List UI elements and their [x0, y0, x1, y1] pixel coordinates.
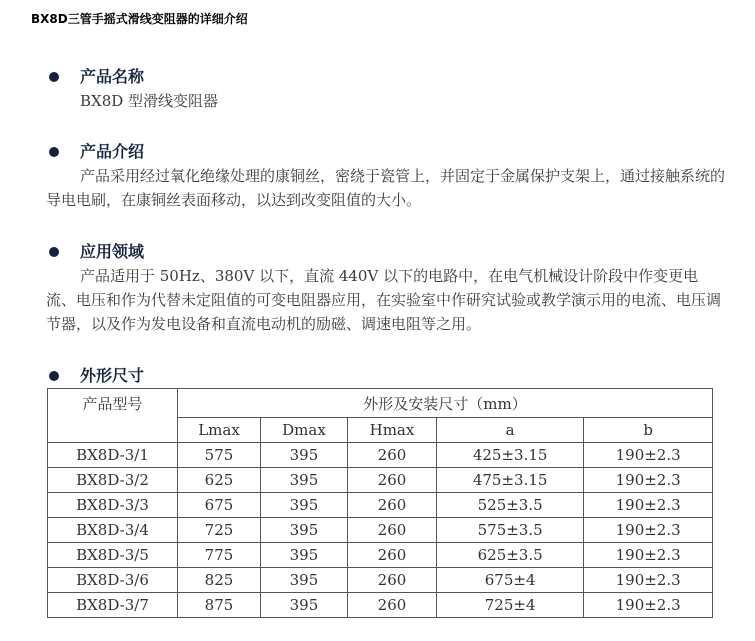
bullet-icon — [49, 72, 59, 82]
table-cell: 425±3.15 — [437, 443, 584, 468]
table-row — [48, 543, 713, 568]
bullet-icon — [49, 247, 59, 257]
table-cell: 875 — [178, 593, 261, 618]
table-cell: 260 — [347, 518, 436, 543]
bullet-icon — [49, 147, 59, 157]
table-cell: 725±4 — [437, 593, 584, 618]
product-name-text: BX8D 型滑线变阻器 — [80, 92, 219, 110]
table-cell: 395 — [260, 593, 347, 618]
table-cell: 675 — [178, 493, 261, 518]
table-row — [48, 593, 713, 618]
table-cell: 475±3.15 — [437, 468, 584, 493]
column-header: a — [437, 418, 584, 443]
table-cell: 625 — [178, 468, 261, 493]
column-header: Hmax — [347, 418, 436, 443]
section-title: 外形尺寸 — [80, 366, 145, 385]
table-cell: 395 — [260, 518, 347, 543]
table-cell: 825 — [178, 568, 261, 593]
table-cell: 575±3.5 — [437, 518, 584, 543]
table-cell: 260 — [347, 493, 436, 518]
section-body — [46, 89, 726, 113]
table-cell: 775 — [178, 543, 261, 568]
table-cell: 190±2.3 — [584, 568, 713, 593]
page-title: BX8D三管手摇式滑线变阻器的详细介绍 — [31, 12, 248, 26]
group-header: 外形及安装尺寸（mm） — [178, 389, 713, 418]
model-cell: BX8D-3/7 — [48, 593, 178, 618]
model-cell: BX8D-3/3 — [48, 493, 178, 518]
table-cell: 260 — [347, 543, 436, 568]
table-cell: 675±4 — [437, 568, 584, 593]
table-cell: 725 — [178, 518, 261, 543]
table-cell: 395 — [260, 493, 347, 518]
section-title: 应用领域 — [80, 242, 145, 261]
table-row — [48, 443, 713, 468]
table-cell: 575 — [178, 443, 261, 468]
table-row — [48, 518, 713, 543]
bullet-icon — [49, 371, 59, 381]
table-row — [48, 468, 713, 493]
usage-text: 产品适用于 50Hz、380V 以下，直流 440V 以下的电路中，在电气机械设计阶段中作变更电流、电压和作为代替未定阻值的可变电阻器应用，在实验室中作研究试验或教学演示用的电流、电压调节器，以及作为发电设备和直流电动机的励磁、调速电阻等之用。 — [46, 267, 722, 333]
model-cell: BX8D-3/5 — [48, 543, 178, 568]
table-cell: 260 — [347, 593, 436, 618]
table-cell: 190±2.3 — [584, 443, 713, 468]
table-cell: 190±2.3 — [584, 593, 713, 618]
section-body — [46, 264, 726, 336]
section-dimensions — [46, 366, 726, 388]
dimensions-table — [47, 388, 713, 618]
column-header: b — [584, 418, 713, 443]
section-product-name — [46, 67, 726, 113]
table-cell: 190±2.3 — [584, 518, 713, 543]
table-cell: 625±3.5 — [437, 543, 584, 568]
table-cell: 395 — [260, 443, 347, 468]
section-body — [46, 164, 726, 212]
table-cell: 395 — [260, 543, 347, 568]
column-header: Lmax — [178, 418, 261, 443]
table-cell: 395 — [260, 468, 347, 493]
section-application — [46, 242, 726, 336]
model-cell: BX8D-3/6 — [48, 568, 178, 593]
table-cell: 190±2.3 — [584, 493, 713, 518]
section-product-intro — [46, 142, 726, 212]
table-cell: 190±2.3 — [584, 543, 713, 568]
model-cell: BX8D-3/1 — [48, 443, 178, 468]
table-cell: 190±2.3 — [584, 468, 713, 493]
model-cell: BX8D-3/2 — [48, 468, 178, 493]
model-header: 产品型号 — [48, 389, 178, 443]
intro-text: 产品采用经过氧化绝缘处理的康铜丝，密绕于瓷管上，并固定于金属保护支架上，通过接触系统的导电电刷，在康铜丝表面移动，以达到改变阻值的大小。 — [46, 167, 726, 209]
table-cell: 395 — [260, 568, 347, 593]
column-header: Dmax — [260, 418, 347, 443]
table-cell: 260 — [347, 443, 436, 468]
table-cell: 260 — [347, 568, 436, 593]
section-title: 产品介绍 — [80, 142, 145, 161]
model-cell: BX8D-3/4 — [48, 518, 178, 543]
table-row — [48, 568, 713, 593]
table-cell: 525±3.5 — [437, 493, 584, 518]
table-row — [48, 493, 713, 518]
section-title: 产品名称 — [80, 67, 145, 86]
table-cell: 260 — [347, 468, 436, 493]
